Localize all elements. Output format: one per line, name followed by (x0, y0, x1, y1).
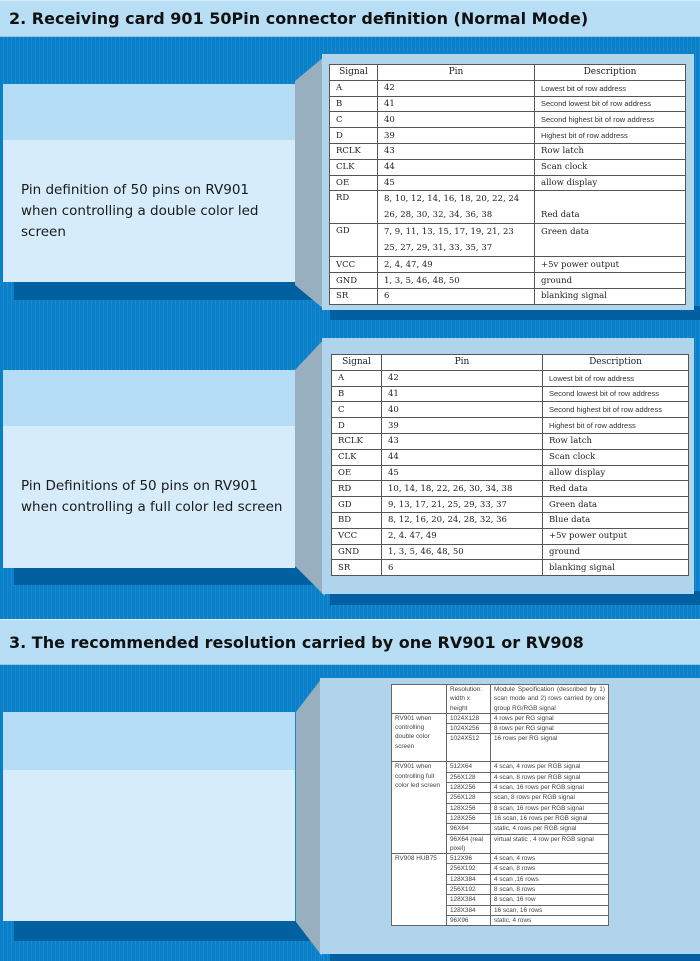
table-header-row (332, 355, 689, 371)
resolution: 256X192 (447, 885, 491, 895)
signal: RD (332, 481, 382, 497)
module-spec: 8 rows per RG signal (491, 724, 609, 734)
table-row (392, 854, 609, 864)
description: Lowest bit of row address (535, 80, 686, 96)
resolution: 256X128 (447, 772, 491, 782)
pin: 6 (378, 288, 535, 304)
description: Lowest bit of row address (543, 370, 689, 386)
pin (378, 224, 535, 257)
resolution: 1024X512 (447, 734, 491, 762)
pin: 1, 3, 5, 46, 48, 50 (378, 273, 535, 289)
pin: 8, 12, 16, 20, 24, 28, 32, 36 (382, 512, 543, 528)
section-2-title: 2. Receiving card 901 50Pin connector definition (Normal Mode) (0, 0, 700, 37)
pin: 41 (382, 386, 543, 402)
signal: RCLK (330, 143, 378, 159)
resolution: 1024X256 (447, 724, 491, 734)
table-row (330, 159, 686, 175)
pin: 2, 4, 47, 49 (378, 257, 535, 273)
description: Highest bit of row address (543, 418, 689, 434)
table-header-row (392, 685, 609, 714)
description: +5v power output (535, 257, 686, 273)
pin: 6 (382, 560, 543, 576)
signal: C (332, 402, 382, 418)
group-label: RV908 HUB75 (392, 854, 447, 926)
signal: RCLK (332, 433, 382, 449)
pin: 43 (378, 143, 535, 159)
section-3-title: 3. The recommended resolution carried by one RV901 or RV908 (0, 619, 700, 665)
resolution: 512X96 (447, 854, 491, 864)
card-shadow (14, 921, 314, 941)
resolution: 128X256 (447, 813, 491, 823)
pin-line-1: 8, 10, 12, 14, 16, 18, 20, 22, 24 (384, 194, 520, 205)
signal: GD (332, 497, 382, 513)
pin: 44 (378, 159, 535, 175)
desc-line-2 (541, 240, 679, 256)
description: Highest bit of row address (535, 128, 686, 144)
resolution: 1024X128 (447, 713, 491, 723)
resolution: 96X96 (447, 915, 491, 925)
signal: GND (332, 544, 382, 560)
signal: GND (330, 273, 378, 289)
pin-line-2: 26, 28, 30, 32, 34, 36, 38 (384, 210, 493, 221)
description (535, 224, 686, 257)
header-module-spec: Module Specification (described by 1) scan mode and 2) rows carried by one group RG/RGB signal (491, 685, 609, 714)
pin: 40 (378, 112, 535, 128)
resolution-table (391, 684, 609, 926)
table-header-row (330, 65, 686, 81)
description: Second lowest bit of row address (543, 386, 689, 402)
module-spec: 4 scan, 4 rows (491, 854, 609, 864)
table-row (332, 560, 689, 576)
table-row (332, 528, 689, 544)
signal: BD (332, 512, 382, 528)
pin: 45 (378, 175, 535, 191)
resolution: 128X384 (447, 895, 491, 905)
pin: 39 (378, 128, 535, 144)
table-row (332, 465, 689, 481)
pin: 1, 3, 5, 46, 48, 50 (382, 544, 543, 560)
table-row (332, 370, 689, 386)
description: Scan clock (543, 449, 689, 465)
signal: CLK (332, 449, 382, 465)
table-row (332, 433, 689, 449)
signal: CLK (330, 159, 378, 175)
description: Red data (543, 481, 689, 497)
description: Second lowest bit of row address (535, 96, 686, 112)
pin: 2, 4. 47, 49 (382, 528, 543, 544)
signal: GD (330, 224, 378, 257)
description: Green data (543, 497, 689, 513)
resolution: 256X128 (447, 793, 491, 803)
module-spec: 8 scan, 16 row (491, 895, 609, 905)
caption-card-top-band (3, 84, 295, 140)
description: Second highest bit of row address (535, 112, 686, 128)
table-row (392, 762, 609, 772)
table-row (332, 386, 689, 402)
description (535, 191, 686, 224)
signal: OE (332, 465, 382, 481)
module-spec: 4 scan, 8 rows per RGB signal (491, 772, 609, 782)
module-spec: virtual static , 4 row per RGB signal (491, 834, 609, 854)
signal: VCC (330, 257, 378, 273)
pin: 44 (382, 449, 543, 465)
module-spec: scan, 8 rows per RGB signal (491, 793, 609, 803)
desc-line-1 (541, 191, 679, 207)
module-spec: 4 scan, 4 rows per RGB signal (491, 762, 609, 772)
module-spec: static, 4 rows per RGB signal (491, 824, 609, 834)
pin: 42 (378, 80, 535, 96)
signal: SR (332, 560, 382, 576)
signal: SR (330, 288, 378, 304)
col-signal: Signal (332, 355, 382, 371)
pin-table-double-color (329, 64, 686, 305)
caption-card-top-band (3, 712, 295, 770)
caption-double-color: Pin definition of 50 pins on RV901 when controlling a double color led screen (3, 140, 295, 282)
caption-card-top-band (3, 370, 295, 426)
pin: 40 (382, 402, 543, 418)
signal: A (330, 80, 378, 96)
resolution: 128X256 (447, 783, 491, 793)
module-spec: 4 scan, 16 rows per RGB signal (491, 783, 609, 793)
caption-card-double-color (3, 84, 295, 282)
table-row (330, 80, 686, 96)
description: Row latch (543, 433, 689, 449)
signal: VCC (332, 528, 382, 544)
caption-card-full-color (3, 370, 295, 568)
table-row (332, 449, 689, 465)
module-spec: 16 scan, 16 rows per RGB signal (491, 813, 609, 823)
table-row (332, 512, 689, 528)
card-shadow (14, 282, 314, 300)
table-row (330, 143, 686, 159)
pin: 9, 13, 17, 21, 25, 29, 33, 37 (382, 497, 543, 513)
pin-line-2: 25, 27, 29, 31, 33, 35, 37 (384, 243, 493, 254)
signal: B (330, 96, 378, 112)
description: +5v power output (543, 528, 689, 544)
signal: A (332, 370, 382, 386)
table-row (332, 418, 689, 434)
group-label: RV901 when controlling full color led screen (392, 762, 447, 854)
description: allow display (543, 465, 689, 481)
table-row (330, 288, 686, 304)
description: Second highest bit of row address (543, 402, 689, 418)
resolution: 96X64 (447, 824, 491, 834)
module-spec: 4 scan ,16 rows (491, 874, 609, 884)
caption-full-color: Pin Definitions of 50 pins on RV901 when controlling a full color led screen (3, 426, 295, 568)
module-spec: 4 rows per RG signal (491, 713, 609, 723)
panel-bevel (295, 338, 325, 596)
description: blanking signal (535, 288, 686, 304)
desc-line-1: Green data (541, 227, 590, 238)
module-spec: static, 4 rows (491, 915, 609, 925)
panel-shadow (330, 954, 700, 961)
resolution: 128X384 (447, 905, 491, 915)
description: Blue data (543, 512, 689, 528)
panel-bevel (295, 56, 325, 310)
table-row (330, 112, 686, 128)
table-row (330, 257, 686, 273)
table-row (330, 191, 686, 224)
resolution: 256X192 (447, 864, 491, 874)
caption-card-resolution (3, 712, 295, 921)
pin: 41 (378, 96, 535, 112)
signal: D (330, 128, 378, 144)
table-row (332, 481, 689, 497)
pin: 43 (382, 433, 543, 449)
table-row (332, 402, 689, 418)
pin-table-full-color (331, 354, 689, 576)
pin: 10, 14, 18, 22, 26, 30, 34, 38 (382, 481, 543, 497)
pin-line-1: 7, 9, 11, 13, 15, 17, 19, 21, 23 (384, 227, 514, 238)
panel-bevel (296, 678, 322, 956)
group-label: RV901 when controlling double color screen (392, 713, 447, 762)
pin: 45 (382, 465, 543, 481)
description: Row latch (535, 143, 686, 159)
col-pin: Pin (378, 65, 535, 81)
col-description: Description (535, 65, 686, 81)
table-row (330, 224, 686, 257)
signal: C (330, 112, 378, 128)
header-col1 (392, 685, 447, 714)
description: ground (543, 544, 689, 560)
card-shadow (14, 567, 314, 585)
module-spec: 16 scan, 16 rows (491, 905, 609, 915)
pin: 42 (382, 370, 543, 386)
module-spec: 4 scan, 8 rows (491, 864, 609, 874)
resolution: 512X64 (447, 762, 491, 772)
table-row (330, 175, 686, 191)
col-signal: Signal (330, 65, 378, 81)
table-row (330, 273, 686, 289)
description: blanking signal (543, 560, 689, 576)
module-spec: 8 scan, 16 rows per RGB signal (491, 803, 609, 813)
desc-line-2: Red data (541, 210, 580, 221)
table-row (330, 128, 686, 144)
resolution: 96X64 (real pixel) (447, 834, 491, 854)
header-resolution: Resolution: width x height (447, 685, 491, 714)
col-pin: Pin (382, 355, 543, 371)
col-description: Description (543, 355, 689, 371)
signal: RD (330, 191, 378, 224)
table-row (332, 497, 689, 513)
resolution: 128X256 (447, 803, 491, 813)
description: Scan clock (535, 159, 686, 175)
caption-card-body (3, 770, 295, 921)
pin: 39 (382, 418, 543, 434)
pin (378, 191, 535, 224)
signal: D (332, 418, 382, 434)
module-spec: 8 scan, 8 rows (491, 885, 609, 895)
table-row (330, 96, 686, 112)
signal: B (332, 386, 382, 402)
description: ground (535, 273, 686, 289)
signal: OE (330, 175, 378, 191)
description: allow display (535, 175, 686, 191)
resolution: 128X384 (447, 874, 491, 884)
module-spec: 16 rows per RG signal (491, 734, 609, 762)
table-row (332, 544, 689, 560)
table-row (392, 713, 609, 723)
